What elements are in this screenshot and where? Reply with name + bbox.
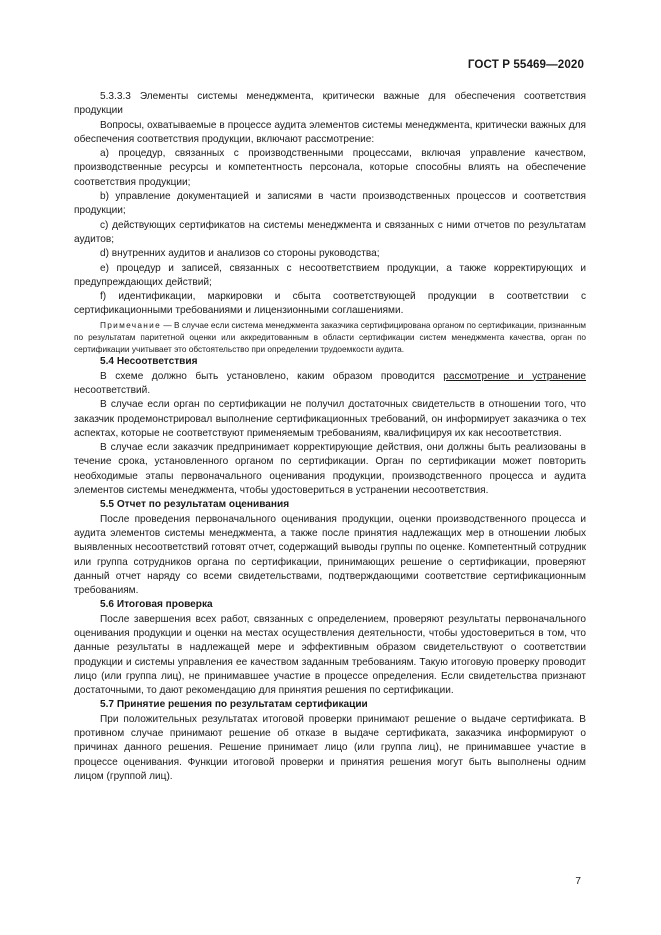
list-item: а) процедур, связанных с производственными процессами, включая управление качеством, производственные ресурсы и компетентность персонала, которые способны влиять на обеспечение соответствия продукции; [74, 148, 586, 188]
paragraph [74, 370, 586, 399]
section-title: 5.7 Принятие решения по результатам сертификации [100, 699, 368, 711]
text-run: В схеме должно быть установлено, каким образом проводится [100, 370, 444, 382]
note-text: — В случае если система менеджмента заказчика сертифицирована органом по сертификации, признанным по результатам паритетной оценки или аккредитованным в области сертификации систем менеджмента качества, орган по сертификации учитывает это обстоятельство при определении трудоемкости аудита. [74, 319, 586, 355]
list-item: f) идентификации, маркировки и сбыта соответствующей продукции в соответствии с сертификационными требованиями и лицензионными соглашениями. [74, 291, 586, 317]
paragraph: В случае если заказчик предпринимает корректирующие действия, они должны быть реализованы в течение срока, установленного органом по сертификации. Орган по сертификации может повторить необходимые этапы первоначального оценивания продукции, производственного процесса и аудита элементов системы менеджмента, чтобы удостовериться в устранении несоответствия. [74, 442, 586, 497]
section-title: 5.6 Итоговая проверка [100, 599, 213, 611]
paragraph: В случае если орган по сертификации не получил достаточных свидетельств в отношении того, что заказчик продемонстрировал выполнение сертификационных требований, он информирует заказчика о тех аспектах, которые не соответствуют применяемым требованиям, квалифицируя их как несоответствия. [74, 399, 586, 439]
document-number: ГОСТ Р 55469—2020 [467, 58, 584, 71]
list-item: d) внутренних аудитов и анализов со стороны руководства; [100, 248, 380, 260]
underlined-text: рассмотрение и устранение [443, 370, 587, 382]
paragraph: Вопросы, охватываемые в процессе аудита элементов системы менеджмента, критически важных для обеспечения соответствия продукции, включают рассмотрение: [74, 119, 586, 145]
note [74, 319, 586, 356]
page-content [74, 90, 586, 784]
subsection-title: 5.3.3.3 Элементы системы менеджмента, критически важные для обеспечения соответствия продукции [74, 91, 586, 117]
list-item: e) процедур и записей, связанных с несоответствием продукции, а также корректирующих и предупреждающих действий; [74, 262, 586, 288]
page-number: 7 [575, 876, 581, 887]
list-item: c) действующих сертификатов на системы менеджмента и связанных с ними отчетов по результатам аудитов; [74, 219, 586, 245]
text-run: несоответствий. [74, 384, 151, 396]
note-label: Примечание [100, 319, 162, 330]
section-title: 5.5 Отчет по результатам оценивания [100, 499, 290, 511]
section-title: 5.4 Несоответствия [100, 356, 198, 368]
paragraph: После проведения первоначального оценивания продукции, оценки производственного процесса и аудита элементов системы менеджмента, а также после принятия надлежащих мер в отношении любых выявленных несоответствий готовят отчет, содержащий выводы группы по оценке. Компетентный сотрудник или группа сотрудников органа по сертификации, принимающих решение о сертификации, проверяют данный отчет наряду со всеми свидетельствами, подтверждающими соответствие сертификационным требованиям. [74, 513, 586, 597]
list-item: b) управление документацией и записями в части производственных процессов и соответствия продукции; [74, 191, 586, 217]
paragraph: При положительных результатах итоговой проверки принимают решение о выдаче сертификата. В противном случае принимают решение об отказе в выдаче сертификата, заказчика информируют о причинах данного решения. Решение принимает лицо (или группа лиц), не принимавшее участие в процессе оценивания. Функции итоговой проверки и принятия решения могут быть выполнены одним лицом (группой лиц). [74, 713, 586, 782]
paragraph: После завершения всех работ, связанных с определением, проверяют результаты первоначального оценивания продукции и оценки на местах осуществления деятельности, чтобы удостовериться в том, что данные результаты в надлежащей мере и эффективным образом свидетельствуют о соответствии продукции и системы управления ее качеством заданным требованиям. Такую итоговую проверку проводит лицо (или группа лиц), не принимавшее участие в процессе определения. Если свидетельства признают достаточными, то дают рекомендацию для принятия решения по сертификации. [74, 613, 586, 697]
